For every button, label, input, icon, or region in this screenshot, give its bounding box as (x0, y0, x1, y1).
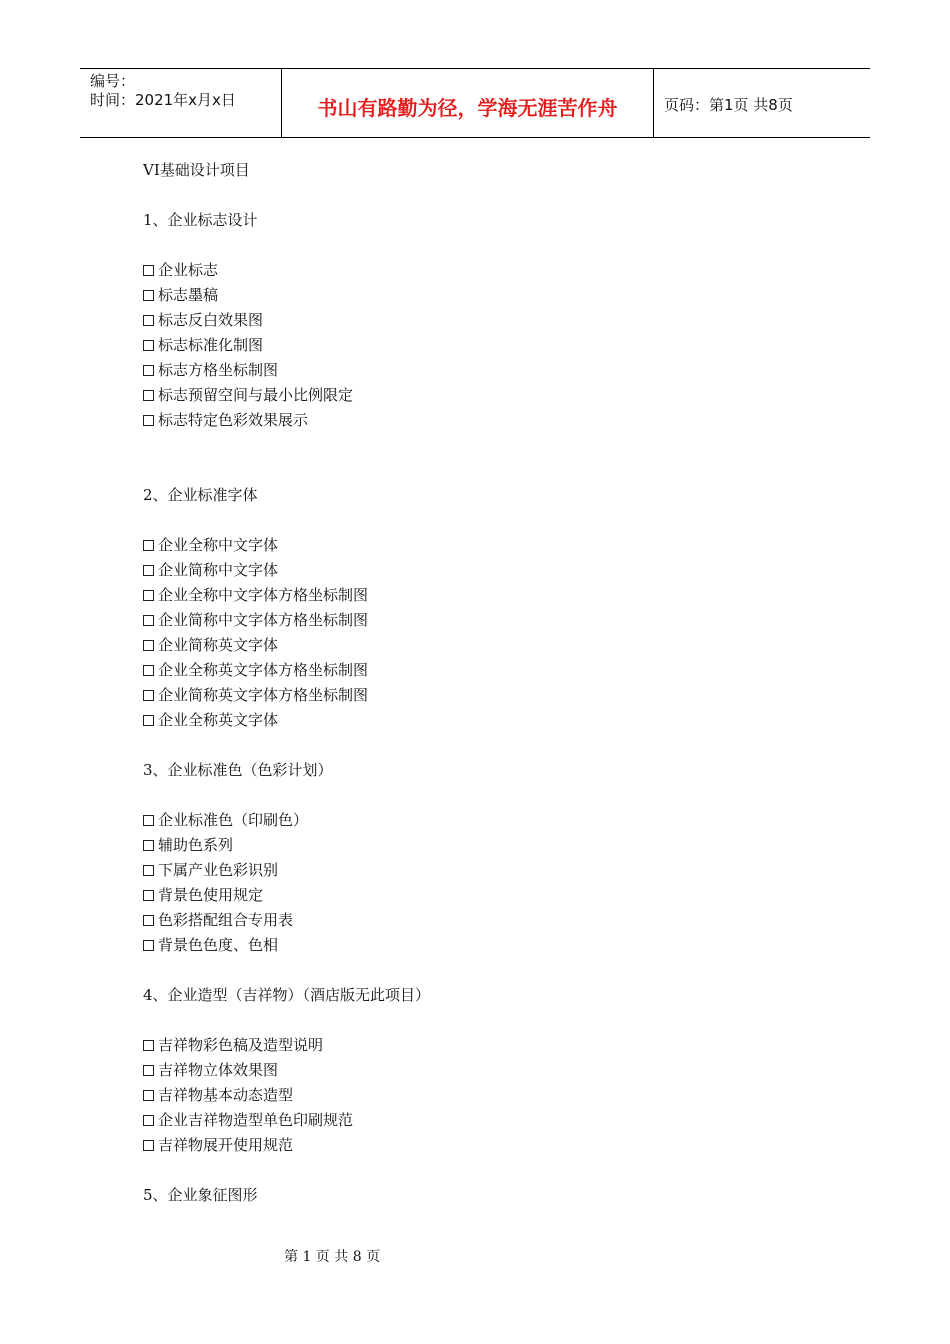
section-heading-5: 5、企业象征图形 (143, 1186, 258, 1204)
list-item: 标志反白效果图 (143, 308, 430, 333)
checkbox-icon (143, 865, 154, 876)
list-item: 吉祥物基本动态造型 (143, 1083, 430, 1108)
list-item: 企业简称英文字体方格坐标制图 (143, 683, 430, 708)
checkbox-icon (143, 1115, 154, 1126)
document-number-label: 编号： (90, 72, 136, 90)
list-item: 背景色使用规定 (143, 883, 430, 908)
list-item: 企业全称英文字体 (143, 708, 430, 733)
section-heading-1: 1、企业标志设计 (143, 211, 258, 229)
checkbox-icon (143, 265, 154, 276)
checkbox-icon (143, 890, 154, 901)
checkbox-icon (143, 715, 154, 726)
header-left-cell (80, 69, 282, 137)
section-heading-4: 4、企业造型（吉祥物）（酒店版无此项目） (143, 986, 431, 1004)
list-item: 企业全称中文字体方格坐标制图 (143, 583, 430, 608)
list-item: 吉祥物彩色稿及造型说明 (143, 1033, 430, 1058)
checkbox-icon (143, 940, 154, 951)
checkbox-icon (143, 415, 154, 426)
list-item: 辅助色系列 (143, 833, 430, 858)
list-item: 吉祥物立体效果图 (143, 1058, 430, 1083)
checkbox-icon (143, 540, 154, 551)
list-item: 标志特定色彩效果展示 (143, 408, 430, 433)
list-item: 色彩搭配组合专用表 (143, 908, 430, 933)
section-heading-3: 3、企业标准色（色彩计划） (143, 761, 333, 779)
checkbox-icon (143, 590, 154, 601)
checkbox-icon (143, 365, 154, 376)
list-item: 企业标准色（印刷色） (143, 808, 430, 833)
list-item: 企业简称英文字体 (143, 633, 430, 658)
list-item: 企业全称中文字体 (143, 533, 430, 558)
list-item: 企业简称中文字体 (143, 558, 430, 583)
list-item: 企业标志 (143, 258, 430, 283)
checkbox-icon (143, 665, 154, 676)
header-middle-cell (282, 69, 654, 137)
list-item: 下属产业色彩识别 (143, 858, 430, 883)
list-item: 标志方格坐标制图 (143, 358, 430, 383)
page-header (80, 68, 870, 138)
checkbox-icon (143, 340, 154, 351)
list-item: 标志墨稿 (143, 283, 430, 308)
checkbox-icon (143, 915, 154, 926)
list-item: 背景色色度、色相 (143, 933, 430, 958)
checkbox-icon (143, 615, 154, 626)
list-item: 标志预留空间与最小比例限定 (143, 383, 430, 408)
document-body (143, 158, 430, 1208)
checkbox-icon (143, 290, 154, 301)
list-item: 企业吉祥物造型单色印刷规范 (143, 1108, 430, 1133)
header-page-label: 页码：第1页 共8页 (664, 96, 793, 114)
header-right-cell (654, 69, 870, 137)
checkbox-icon (143, 640, 154, 651)
checkbox-icon (143, 390, 154, 401)
document-time-label: 时间：2021年x月x日 (90, 91, 236, 109)
checkbox-icon (143, 690, 154, 701)
section-heading-2: 2、企业标准字体 (143, 486, 258, 504)
list-item: 标志标准化制图 (143, 333, 430, 358)
list-item: 企业简称中文字体方格坐标制图 (143, 608, 430, 633)
checkbox-icon (143, 1140, 154, 1151)
list-item: 吉祥物展开使用规范 (143, 1133, 430, 1158)
header-motto: 书山有路勤为径，学海无涯苦作舟 (317, 96, 618, 120)
list-item: 企业全称英文字体方格坐标制图 (143, 658, 430, 683)
checkbox-icon (143, 315, 154, 326)
document-title: VI基础设计项目 (143, 161, 250, 179)
page-footer: 第 1 页 共 8 页 (284, 1249, 381, 1265)
checkbox-icon (143, 840, 154, 851)
checkbox-icon (143, 815, 154, 826)
checkbox-icon (143, 1040, 154, 1051)
checkbox-icon (143, 565, 154, 576)
checkbox-icon (143, 1065, 154, 1076)
checkbox-icon (143, 1090, 154, 1101)
